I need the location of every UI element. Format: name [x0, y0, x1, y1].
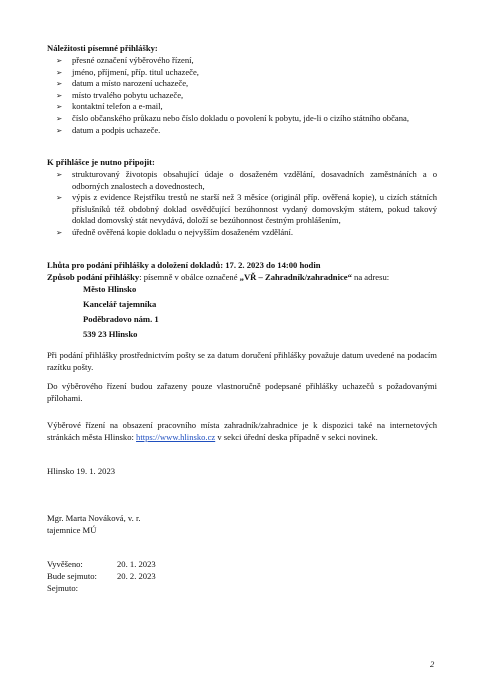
- notice-row: [47, 559, 83, 571]
- deadline-line: Lhůta pro podání přihlášky a doložení dokladů: 17. 2. 2023 do 14:00 hodin: [47, 260, 321, 270]
- submission-text-before: : písemně v obálce označené: [139, 272, 238, 282]
- notice-label: Sejmuto:: [47, 583, 79, 593]
- notice-label: Bude sejmuto:: [47, 571, 97, 581]
- notice-row: [47, 571, 97, 583]
- attachments-heading: K přihlášce je nutno připojit:: [47, 157, 155, 167]
- arrow-bullet-icon: ➢: [56, 67, 63, 77]
- arrow-bullet-icon: ➢: [56, 79, 63, 89]
- envelope-mark: „VŘ – Zahradník/zahradnice“: [239, 272, 352, 282]
- submission-paragraph: [47, 272, 437, 284]
- arrow-bullet-icon: ➢: [56, 102, 63, 112]
- notice-label: Vyvěšeno:: [47, 559, 83, 569]
- post-paragraph: Při podání přihlášky prostřednictvím pošty se za datum doručení přihlášky považuje datum uvedené na podacím razítku pošty.: [47, 350, 437, 372]
- signed-paragraph: Do výběrového řízení budou zařazeny pouze vlastnoručně podepsané přihlášky uchazečů s požadovanými přílohami.: [47, 381, 437, 403]
- page-number: 2: [430, 659, 435, 669]
- requirements-list: [47, 55, 437, 136]
- notice-row: [47, 583, 78, 595]
- submission-label: Způsob podání přihlášky: [47, 272, 140, 282]
- list-item: ➢ úředně ověřená kopie dokladu o nejvyšším dosaženém vzdělání.: [56, 226, 293, 237]
- list-item: ➢ datum a podpis uchazeče.: [56, 124, 161, 135]
- arrow-bullet-icon: ➢: [56, 193, 63, 203]
- arrow-bullet-icon: ➢: [56, 90, 63, 100]
- list-item: ➢ datum a místo narození uchazeče,: [56, 78, 189, 89]
- arrow-bullet-icon: ➢: [56, 227, 63, 237]
- list-item: ➢ výpis z evidence Rejstříku trestů ne starší než 3 měsíce (originál příp. ověřená kopie), u cizích státních příslušníků též obdobný doklad osvědčující bezúhonnost vydaný domovským státem, pokud takový doklad domovský stát nevydává, doloží se bezúhonnost čestným prohlášením,: [56, 192, 437, 226]
- address-line: 539 23 Hlinsko: [83, 329, 138, 339]
- notice-value: 20. 1. 2023: [117, 559, 156, 569]
- address-line: Kancelář tajemníka: [83, 299, 157, 309]
- list-item: ➢ přesné označení výběrového řízení,: [56, 55, 194, 65]
- list-item: ➢ kontaktní telefon a e-mail,: [56, 101, 163, 112]
- arrow-bullet-icon: ➢: [56, 125, 63, 135]
- submission-text-after: na adresu:: [354, 272, 390, 282]
- attachments-list: [47, 169, 437, 239]
- signature-name: Mgr. Marta Nováková, v. r.: [47, 513, 141, 523]
- list-item: ➢ místo trvalého pobytu uchazeče,: [56, 89, 184, 100]
- signature-role: tajemnice MÚ: [47, 525, 97, 535]
- place-date: Hlinsko 19. 1. 2023: [47, 466, 116, 476]
- address-line: Poděbradovo nám. 1: [83, 314, 159, 324]
- notice-value: 20. 2. 2023: [117, 571, 156, 581]
- list-item: ➢ jméno, příjmení, příp. titul uchazeče,: [56, 66, 199, 77]
- website-link[interactable]: https://www.hlinsko.cz: [136, 431, 216, 442]
- arrow-bullet-icon: ➢: [56, 170, 63, 179]
- requirements-heading: Náležitosti písemné přihlášky:: [47, 43, 158, 53]
- web-paragraph: Výběrové řízení na obsazení pracovního místa zahradník/zahradnice je k dispozici také na internetových stránkách města Hlinsko: https://www.hlinsko.cz v sekci úřední deska případně v sekci novinek.: [47, 420, 437, 442]
- address-line: Město Hlinsko: [83, 284, 137, 294]
- arrow-bullet-icon: ➢: [56, 56, 63, 65]
- arrow-bullet-icon: ➢: [56, 113, 63, 123]
- list-item: ➢ strukturovaný životopis obsahující údaje o dosaženém vzdělání, dosavadních zaměstnáních a o odborných znalostech a dovednostech,: [56, 169, 437, 191]
- list-item: ➢ číslo občanského průkazu nebo číslo dokladu o povolení k pobytu, jde-li o cizího státního občana,: [56, 112, 409, 123]
